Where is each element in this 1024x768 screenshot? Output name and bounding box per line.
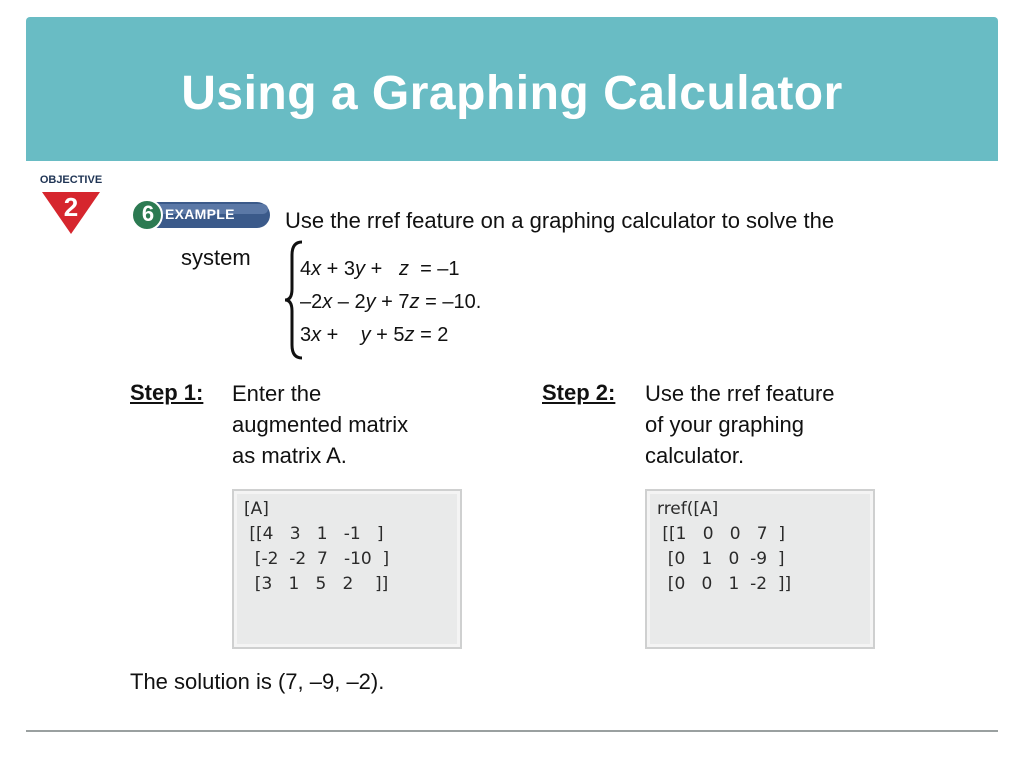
screen-line: [A] xyxy=(244,499,269,519)
screen-line: [[4 3 1 -1 ] xyxy=(244,524,384,544)
example-badge xyxy=(127,198,272,232)
calculator-screen-matrix-a xyxy=(232,489,462,649)
prompt-line-1: Use the rref feature on a graphing calculator to solve the xyxy=(285,208,835,233)
equation-system xyxy=(300,253,481,352)
step-2-label: Step 2: xyxy=(542,380,616,405)
calculator-screen-rref xyxy=(645,489,875,649)
step-1-line: augmented matrix xyxy=(232,412,409,437)
screen-line: [-2 -2 7 -10 ] xyxy=(244,549,390,569)
screen-line: [[1 0 0 7 ] xyxy=(657,524,786,544)
example-number: 6 xyxy=(141,201,155,226)
step-2-line: of your graphing xyxy=(645,412,804,437)
step-1-text xyxy=(232,378,482,471)
objective-triangle-icon xyxy=(36,186,106,236)
step-1-line: Enter the xyxy=(232,381,322,406)
step-2-text xyxy=(645,378,895,471)
step-2-line: calculator. xyxy=(645,443,745,468)
bottom-divider xyxy=(26,730,998,732)
step-1-label: Step 1: xyxy=(130,380,204,405)
solution-text: The solution is (7, –9, –2). xyxy=(130,669,385,694)
screen-line: [0 1 0 -9 ] xyxy=(657,549,785,569)
objective-label: OBJECTIVE xyxy=(39,174,103,186)
screen-line: [3 1 5 2 ]] xyxy=(244,574,389,594)
equation-3: 3x + y + 5z = 2 xyxy=(300,324,449,346)
step-2-line: Use the rref feature xyxy=(645,381,835,406)
step-1-line: as matrix A. xyxy=(232,443,347,468)
equation-1: 4x + 3y + z = –1 xyxy=(300,258,460,280)
objective-marker xyxy=(36,174,106,236)
screen-line: rref([A] xyxy=(657,499,719,519)
objective-number: 2 xyxy=(63,192,79,222)
equation-2: –2x – 2y + 7z = –10. xyxy=(300,291,482,313)
example-label: EXAMPLE xyxy=(165,206,235,222)
screen-line: [0 0 1 -2 ]] xyxy=(657,574,792,594)
prompt-line-2: system xyxy=(181,245,251,270)
slide-title: Using a Graphing Calculator xyxy=(181,67,843,120)
